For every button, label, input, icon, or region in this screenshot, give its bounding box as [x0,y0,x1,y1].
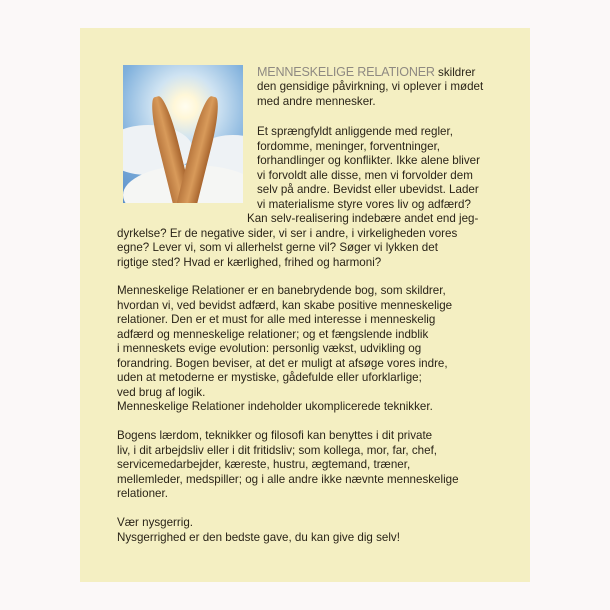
text-line: rigtige sted? Hvad er kærlighed, frihed og harmoni? [117,255,382,269]
text-line: med andre mennesker. [257,94,376,108]
text-line: vi materialisme styre vores liv og adfærd? [257,197,471,211]
book-title: MENNESKELIGE RELATIONER [257,65,435,79]
text-line: selv på andre. Bevidst eller ubevidst. Lader [257,183,479,196]
title-line [257,65,475,80]
text-line: Nysgerrighed er den bedste gave, du kan give dig selv! [117,530,400,544]
text-line: hvordan vi, ved bevidst adfærd, kan skabe positive menneskelige [117,298,453,312]
text-line: vi forvoldt alle disse, men vi forvolder dem [257,168,473,182]
text-line: den gensidige påvirkning, vi oplever i mødet [257,80,484,93]
text-line: liv, i dit arbejdsliv eller i dit fritidsliv; som kollega, mor, far, chef, [117,443,438,457]
text-line: Menneskelige Relationer indeholder ukomplicerede teknikker. [117,400,433,413]
text-line: egne? Lever vi, som vi allerhelst gerne vil? Søger vi lykken det [117,241,438,254]
intro-text: skildrer [434,66,476,79]
text-line: servicemedarbejder, kæreste, hustru, ægtemand, træner, [117,458,411,471]
text-line: i menneskets evige evolution: personlig vækst, udvikling og [117,342,422,355]
text-line: relationer. [117,487,168,500]
text-line: Vær nysgerrig. [117,516,194,529]
text-line: ved brug af logik. [117,385,206,399]
text-line: forhandlinger og konflikter. Ikke alene bliver [257,154,480,167]
text-line: relationer. Den er et must for alle med interesse i menneskelig [117,313,436,326]
text-line: uden at metoderne er mystiske, gådefulde eller uforklarlige; [117,371,422,384]
text-line: dyrkelse? Er de negative sider, vi ser i andre, i virkeligheden vores [117,226,458,240]
text-line: mellemleder, medspiller; og i alle andre ikke nævnte menneskelige [117,472,459,486]
text-line: Kan selv-realisering indebære andet end jeg- [247,212,479,225]
text-line: fordomme, meninger, forventninger, [257,139,441,153]
text-line: Bogens lærdom, teknikker og filosofi kan benyttes i dit private [117,429,433,442]
text-line: forandring. Bogen beviser, at det er muligt at afsøge vores indre, [117,356,448,370]
text-line: Menneskelige Relationer er en banebrydende bog, som skildrer, [117,284,446,297]
text-line: adfærd og menneskelige relationer; og et fængslende indblik [117,327,429,341]
text-line: Et sprængfyldt anliggende med regler, [257,125,453,138]
cover-photo-hands-sunlight [123,65,243,203]
